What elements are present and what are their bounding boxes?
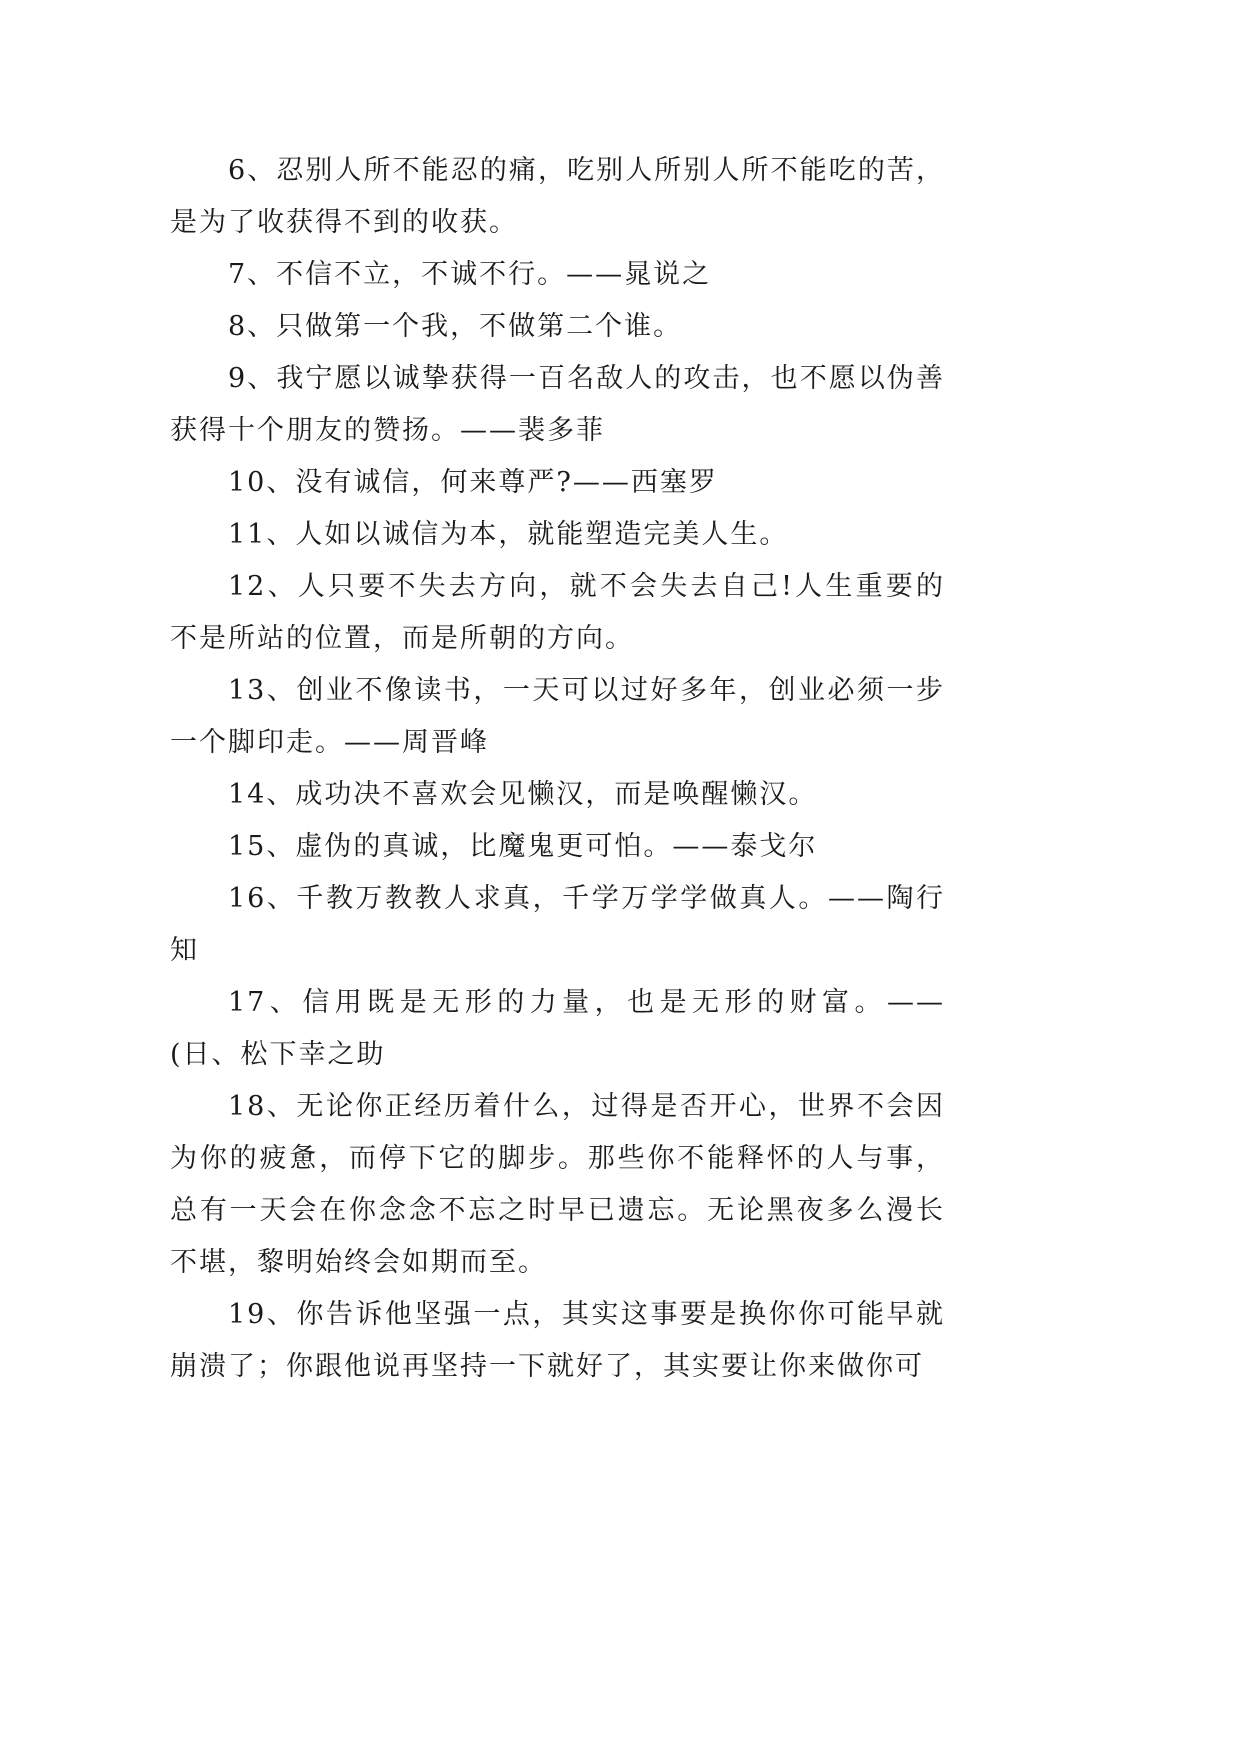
quote-paragraph-13: 13、创业不像读书，一天可以过好多年，创业必须一步一个脚印走。——周晋峰 (170, 675, 945, 758)
quote-paragraph-7: 7、不信不立，不诚不行。——晁说之 (228, 259, 712, 290)
quote-paragraph-9: 9、我宁愿以诚挚获得一百名敌人的攻击，也不愿以伪善获得十个朋友的赞扬。——裴多菲 (170, 363, 945, 446)
quote-paragraph-16: 16、千教万教教人求真，千学万学学做真人。——陶行知 (170, 883, 945, 966)
quote-paragraph-18: 18、无论你正经历着什么，过得是否开心，世界不会因为你的疲惫，而停下它的脚步。那些你不能释怀的人与事，总有一天会在你念念不忘之时早已遗忘。无论黑夜多么漫长不堪，黎明始终会如期而至。 (170, 1091, 945, 1278)
quote-paragraph-12: 12、人只要不失去方向，就不会失去自己!人生重要的不是所站的位置，而是所朝的方向。 (170, 571, 945, 654)
quote-paragraph-8: 8、只做第一个我，不做第二个谁。 (228, 311, 683, 342)
quote-paragraph-15: 15、虚伪的真诚，比魔鬼更可怕。——泰戈尔 (228, 831, 818, 862)
quote-paragraph-19: 19、你告诉他坚强一点，其实这事要是换你你可能早就崩溃了；你跟他说再坚持一下就好了，其实要让你来做你可 (170, 1299, 945, 1382)
quote-paragraph-10: 10、没有诚信，何来尊严?——西塞罗 (228, 467, 718, 498)
quote-paragraph-11: 11、人如以诚信为本，就能塑造完美人生。 (228, 519, 789, 550)
quote-paragraph-14: 14、成功决不喜欢会见懒汉，而是唤醒懒汉。 (228, 779, 818, 810)
quote-list (170, 145, 945, 1393)
quote-paragraph-17: 17、信用既是无形的力量，也是无形的财富。——(日、松下幸之助 (170, 987, 945, 1070)
quote-paragraph-6: 6、忍别人所不能忍的痛，吃别人所别人所不能吃的苦，是为了收获得不到的收获。 (170, 155, 945, 238)
